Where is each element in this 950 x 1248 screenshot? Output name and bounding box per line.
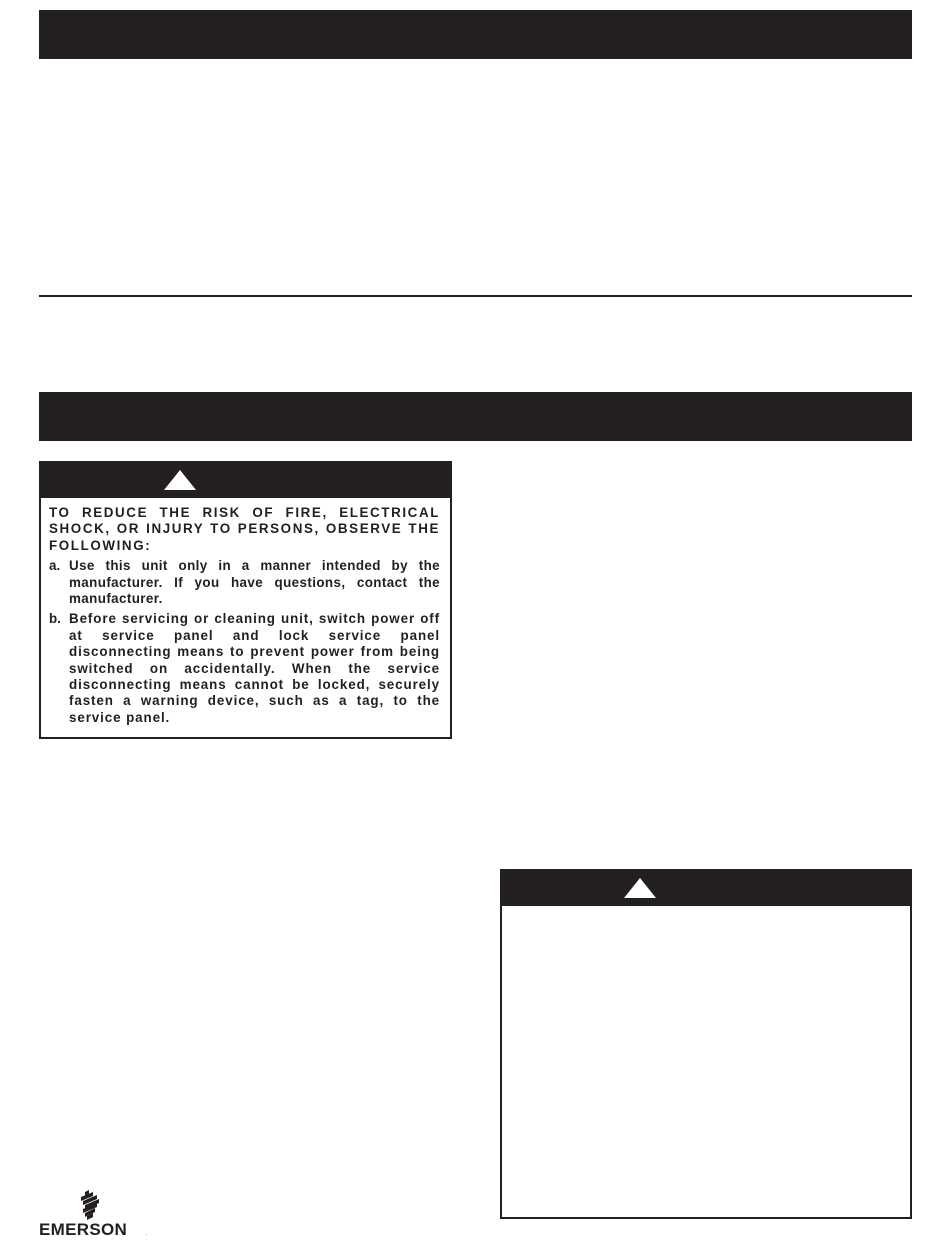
warning-item-text: Before servicing or cleaning unit, switch power off at service panel and lock service panel disconnecting means to prevent power from being switched on accidentally. When the service disconnecting means cannot be locked, securely fasten a warning device, such as a tag, to the service panel. (69, 611, 440, 725)
warning-box-right (500, 869, 912, 1219)
warning-intro: TO REDUCE THE RISK OF FIRE, ELECTRICAL SHOCK, OR INJURY TO PERSONS, OBSERVE THE FOLLOWING: (49, 505, 440, 553)
emerson-logo-trademark: . (146, 1231, 148, 1237)
warning-item-b (49, 611, 440, 726)
emerson-logo-mark-icon (77, 1190, 103, 1220)
section-header-bar-top (39, 10, 912, 59)
emerson-logo (39, 1190, 151, 1242)
warning-header (41, 463, 450, 498)
section-header-bar-safety (39, 392, 912, 441)
warning-item-letter: a. (49, 558, 61, 574)
warning-item-letter: b. (49, 611, 61, 627)
warning-item-a (49, 558, 440, 607)
emerson-logo-text: EMERSON (39, 1220, 128, 1239)
warning-triangle-icon (164, 470, 196, 490)
warning-header (502, 871, 910, 906)
warning-triangle-icon (624, 878, 656, 898)
warning-body (41, 498, 450, 726)
horizontal-rule (39, 295, 912, 297)
warning-box-left (39, 461, 452, 739)
warning-item-text: Use this unit only in a manner intended by the manufacturer. If you have questions, contact the manufacturer. (69, 558, 440, 607)
